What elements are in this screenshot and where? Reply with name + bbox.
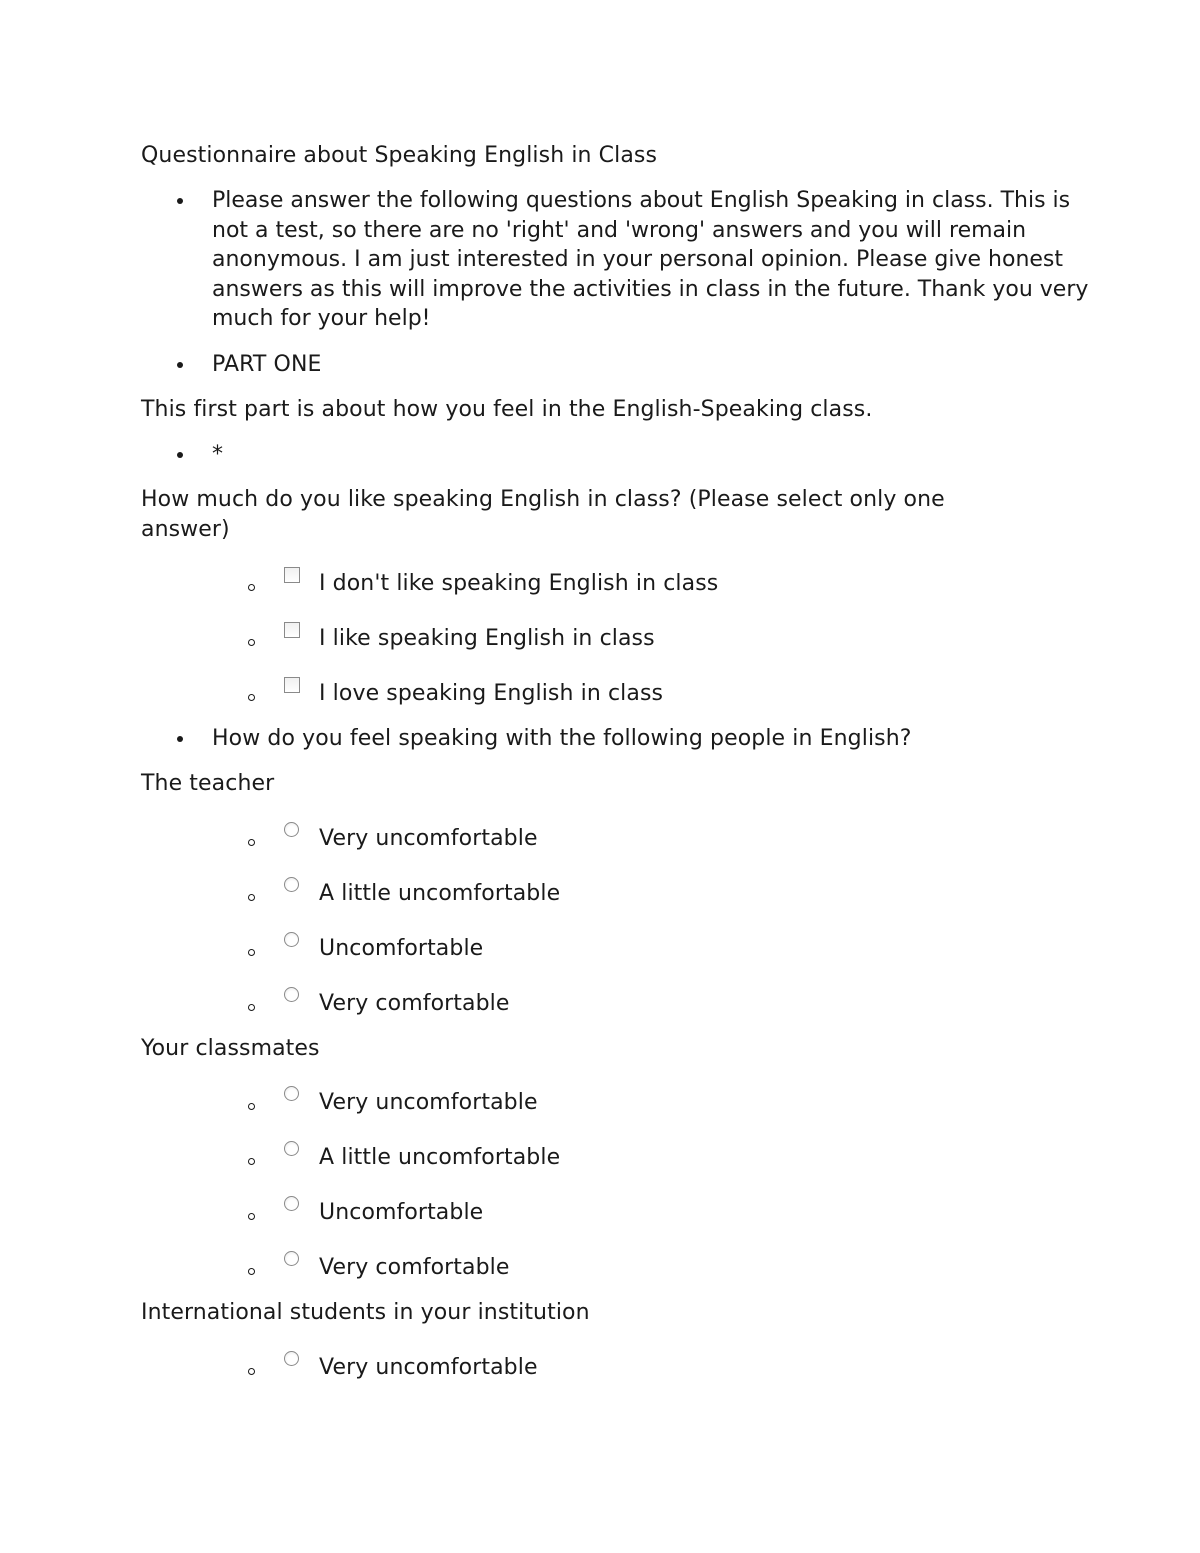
checkbox-label: I like speaking English in class (319, 626, 655, 651)
bullet (177, 736, 183, 742)
part-one-heading: PART ONE (212, 352, 322, 377)
radio-label: Very comfortable (319, 1255, 510, 1280)
checkbox-label: I don't like speaking English in class (319, 571, 719, 596)
radio-international-very-uncomfortable[interactable] (284, 1351, 299, 1366)
sub-bullet (248, 1004, 255, 1011)
radio-classmates-uncomfortable[interactable] (284, 1196, 299, 1211)
bullet (177, 362, 183, 368)
checkbox-dont-like[interactable] (284, 567, 300, 583)
group-label-international-students: International students in your institution (141, 1300, 590, 1325)
checkbox-label: I love speaking English in class (319, 681, 664, 706)
bullet (177, 452, 183, 458)
radio-teacher-uncomfortable[interactable] (284, 932, 299, 947)
radio-classmates-little-uncomfortable[interactable] (284, 1141, 299, 1156)
question-feel-speaking: How do you feel speaking with the following people in English? (212, 726, 912, 751)
required-asterisk: * (212, 442, 224, 467)
sub-bullet (248, 1368, 255, 1375)
sub-bullet (248, 949, 255, 956)
radio-label: A little uncomfortable (319, 1145, 561, 1170)
question-like-speaking-line1: How much do you like speaking English in class? (Please select only one (141, 487, 945, 512)
sub-bullet (248, 1268, 255, 1275)
radio-teacher-very-uncomfortable[interactable] (284, 822, 299, 837)
sub-bullet (248, 1213, 255, 1220)
sub-bullet (248, 584, 255, 591)
radio-classmates-very-uncomfortable[interactable] (284, 1086, 299, 1101)
radio-label: Very uncomfortable (319, 1090, 538, 1115)
sub-bullet (248, 694, 255, 701)
part-one-description: This first part is about how you feel in the English-Speaking class. (141, 397, 873, 422)
radio-label: Very uncomfortable (319, 1355, 538, 1380)
sub-bullet (248, 1103, 255, 1110)
radio-label: Uncomfortable (319, 1200, 484, 1225)
radio-label: Uncomfortable (319, 936, 484, 961)
radio-label: Very uncomfortable (319, 826, 538, 851)
radio-teacher-little-uncomfortable[interactable] (284, 877, 299, 892)
group-label-classmates: Your classmates (141, 1036, 320, 1061)
bullet (177, 198, 183, 204)
radio-teacher-very-comfortable[interactable] (284, 987, 299, 1002)
radio-classmates-very-comfortable[interactable] (284, 1251, 299, 1266)
intro-paragraph: Please answer the following questions about English Speaking in class. This is not a test, so there are no 'right' and 'wrong' answers and you will remain anonymous. I am just interested in your personal opinion. Please give honest answers as this will improve the activities in class in the future. Thank you very much for your help! (212, 188, 1089, 332)
checkbox-love[interactable] (284, 677, 300, 693)
sub-bullet (248, 1158, 255, 1165)
question-like-speaking-line2: answer) (141, 517, 230, 542)
page-title: Questionnaire about Speaking English in Class (141, 143, 658, 168)
checkbox-like[interactable] (284, 622, 300, 638)
sub-bullet (248, 839, 255, 846)
radio-label: Very comfortable (319, 991, 510, 1016)
radio-label: A little uncomfortable (319, 881, 561, 906)
group-label-teacher: The teacher (141, 771, 275, 796)
sub-bullet (248, 894, 255, 901)
sub-bullet (248, 639, 255, 646)
